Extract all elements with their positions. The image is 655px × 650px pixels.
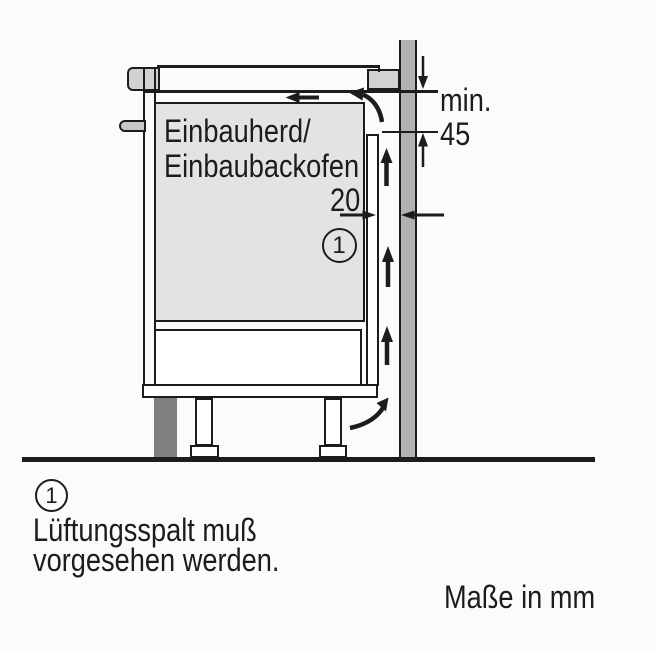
legend-note-line1: Lüftungsspalt muß [33,512,257,548]
cabinet-front-panel-outer-line [143,68,146,398]
callout-1-number: 1 [332,231,346,259]
appliance-label-line1: Einbauherd/ [163,112,311,149]
intake-curve-arrow [350,398,389,429]
hob-glass-edge-step [378,65,381,72]
wall-section [399,40,417,458]
plinth-panel [154,398,177,458]
base-cabinet-drawer [154,329,363,387]
clearance-dimension-line [382,131,438,134]
cabinet-bottom-panel [142,384,378,398]
appliance-label-line2: Einbaubackofen [163,147,359,184]
vent-up-arrow-top [381,148,393,186]
min-label: min. [440,82,492,118]
gap-value-label: 20 [330,182,361,218]
oven-door-handle [119,120,146,133]
callout-1-marker [322,228,357,263]
dimension-arrow-down [418,56,428,89]
cabinet-leg-right [324,398,342,446]
legend-note-line2: vorgesehen werden. [33,542,280,578]
hob-glass-top-line [157,65,380,68]
appliance-label [164,114,359,184]
rear-vent-panel [366,134,379,386]
cabinet-leg-left [195,398,213,446]
dimension-arrow-up [418,133,428,167]
legend-callout-1-number: 1 [45,482,58,508]
units-label: Maße in mm [444,579,596,615]
legend-note [33,512,280,578]
clearance-value-label: 45 [440,116,471,152]
worktop-underside-line [143,90,438,94]
worktop-section [367,69,400,90]
vent-up-arrow-bottom [381,326,393,365]
floor-line [22,457,595,462]
vent-up-arrow-middle [382,246,394,287]
legend-callout-1-marker [35,479,68,512]
